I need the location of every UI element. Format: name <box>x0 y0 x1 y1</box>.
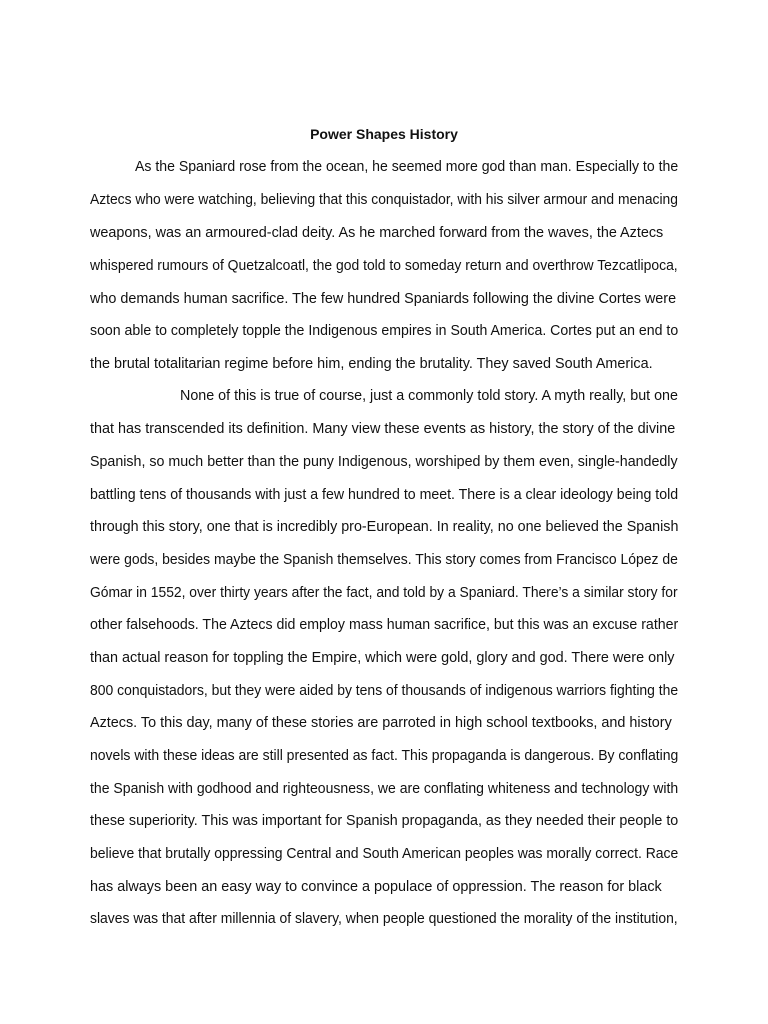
text-line: the Spanish with godhood and righteousness, we are conflating whiteness and technology with <box>90 781 679 797</box>
text-line: who demands human sacrifice. The few hundred Spaniards following the divine Cortes were <box>90 291 677 307</box>
text-line: Gómar in 1552, over thirty years after the fact, and told by a Spaniard. There’s a similar story for <box>90 585 678 601</box>
text-line: other falsehoods. The Aztecs did employ mass human sacrifice, but this was an excuse rather <box>90 617 679 633</box>
text-line: novels with these ideas are still presented as fact. This propaganda is dangerous. By conflating <box>90 748 679 764</box>
text-line: that has transcended its definition. Many view these events as history, the story of the divine <box>90 421 676 437</box>
text-line: battling tens of thousands with just a few hundred to meet. There is a clear ideology being told <box>90 487 679 503</box>
text-line: None of this is true of course, just a commonly told story. A myth really, but one <box>180 388 678 404</box>
text-line: As the Spaniard rose from the ocean, he seemed more god than man. Especially to the <box>135 159 679 175</box>
text-line: than actual reason for toppling the Empire, which were gold, glory and god. There were only <box>90 650 675 666</box>
text-line: Aztecs who were watching, believing that this conquistador, with his silver armour and menacing <box>90 192 678 208</box>
text-line: believe that brutally oppressing Central and South American peoples was morally correct. Race <box>90 846 679 862</box>
text-line: Spanish, so much better than the puny Indigenous, worshiped by them even, single-handedly <box>90 454 678 470</box>
text-line: through this story, one that is incredibly pro-European. In reality, no one believed the Spanish <box>90 519 679 535</box>
text-line: the brutal totalitarian regime before him, ending the brutality. They saved South America. <box>90 356 653 372</box>
text-line: these superiority. This was important for Spanish propaganda, as they needed their people to <box>90 813 679 829</box>
text-line: whispered rumours of Quetzalcoatl, the god told to someday return and overthrow Tezcatlipoca, <box>90 258 678 274</box>
text-line: soon able to completely topple the Indigenous empires in South America. Cortes put an end to <box>90 323 679 339</box>
text-line: Aztecs. To this day, many of these stories are parroted in high school textbooks, and history <box>90 715 672 731</box>
text-line: has always been an easy way to convince a populace of oppression. The reason for black <box>90 879 662 895</box>
text-line: 800 conquistadors, but they were aided by tens of thousands of indigenous warriors fighting the <box>90 683 679 699</box>
text-line: weapons, was an armoured-clad deity. As he marched forward from the waves, the Aztecs <box>90 225 664 241</box>
text-line: slaves was that after millennia of slavery, when people questioned the morality of the institution, <box>90 911 678 927</box>
text-line: were gods, besides maybe the Spanish themselves. This story comes from Francisco López de <box>90 552 678 568</box>
page-title: Power Shapes History <box>310 126 458 142</box>
